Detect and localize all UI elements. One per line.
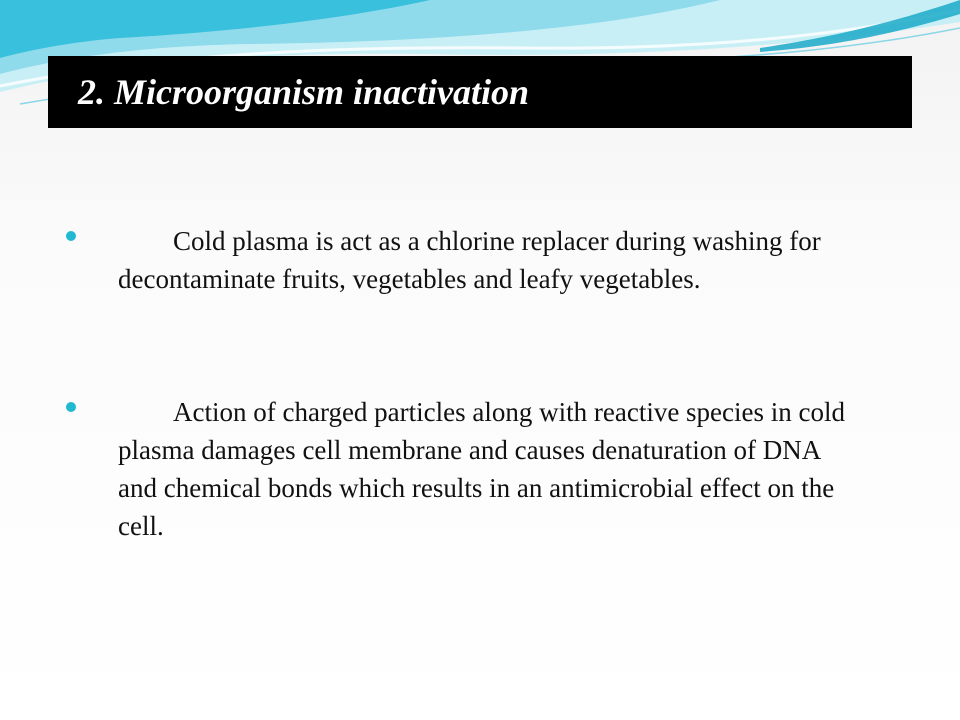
- bullet-text-2: Action of charged particles along with reactive species in cold plasma damages cell membrane and causes denaturation of DNA and chemical bonds which results in an antimicrobial effect on the cell.: [118, 397, 846, 541]
- bullet-dot-icon: [66, 231, 76, 241]
- slide-title: 2. Microorganism inactivation: [78, 72, 530, 112]
- bullet-text-1: Cold plasma is act as a chlorine replacer during washing for decontaminate fruits, vegetables and leafy vegetables.: [118, 226, 821, 294]
- title-bar: [48, 56, 912, 128]
- bullet-dot-icon: [66, 402, 76, 412]
